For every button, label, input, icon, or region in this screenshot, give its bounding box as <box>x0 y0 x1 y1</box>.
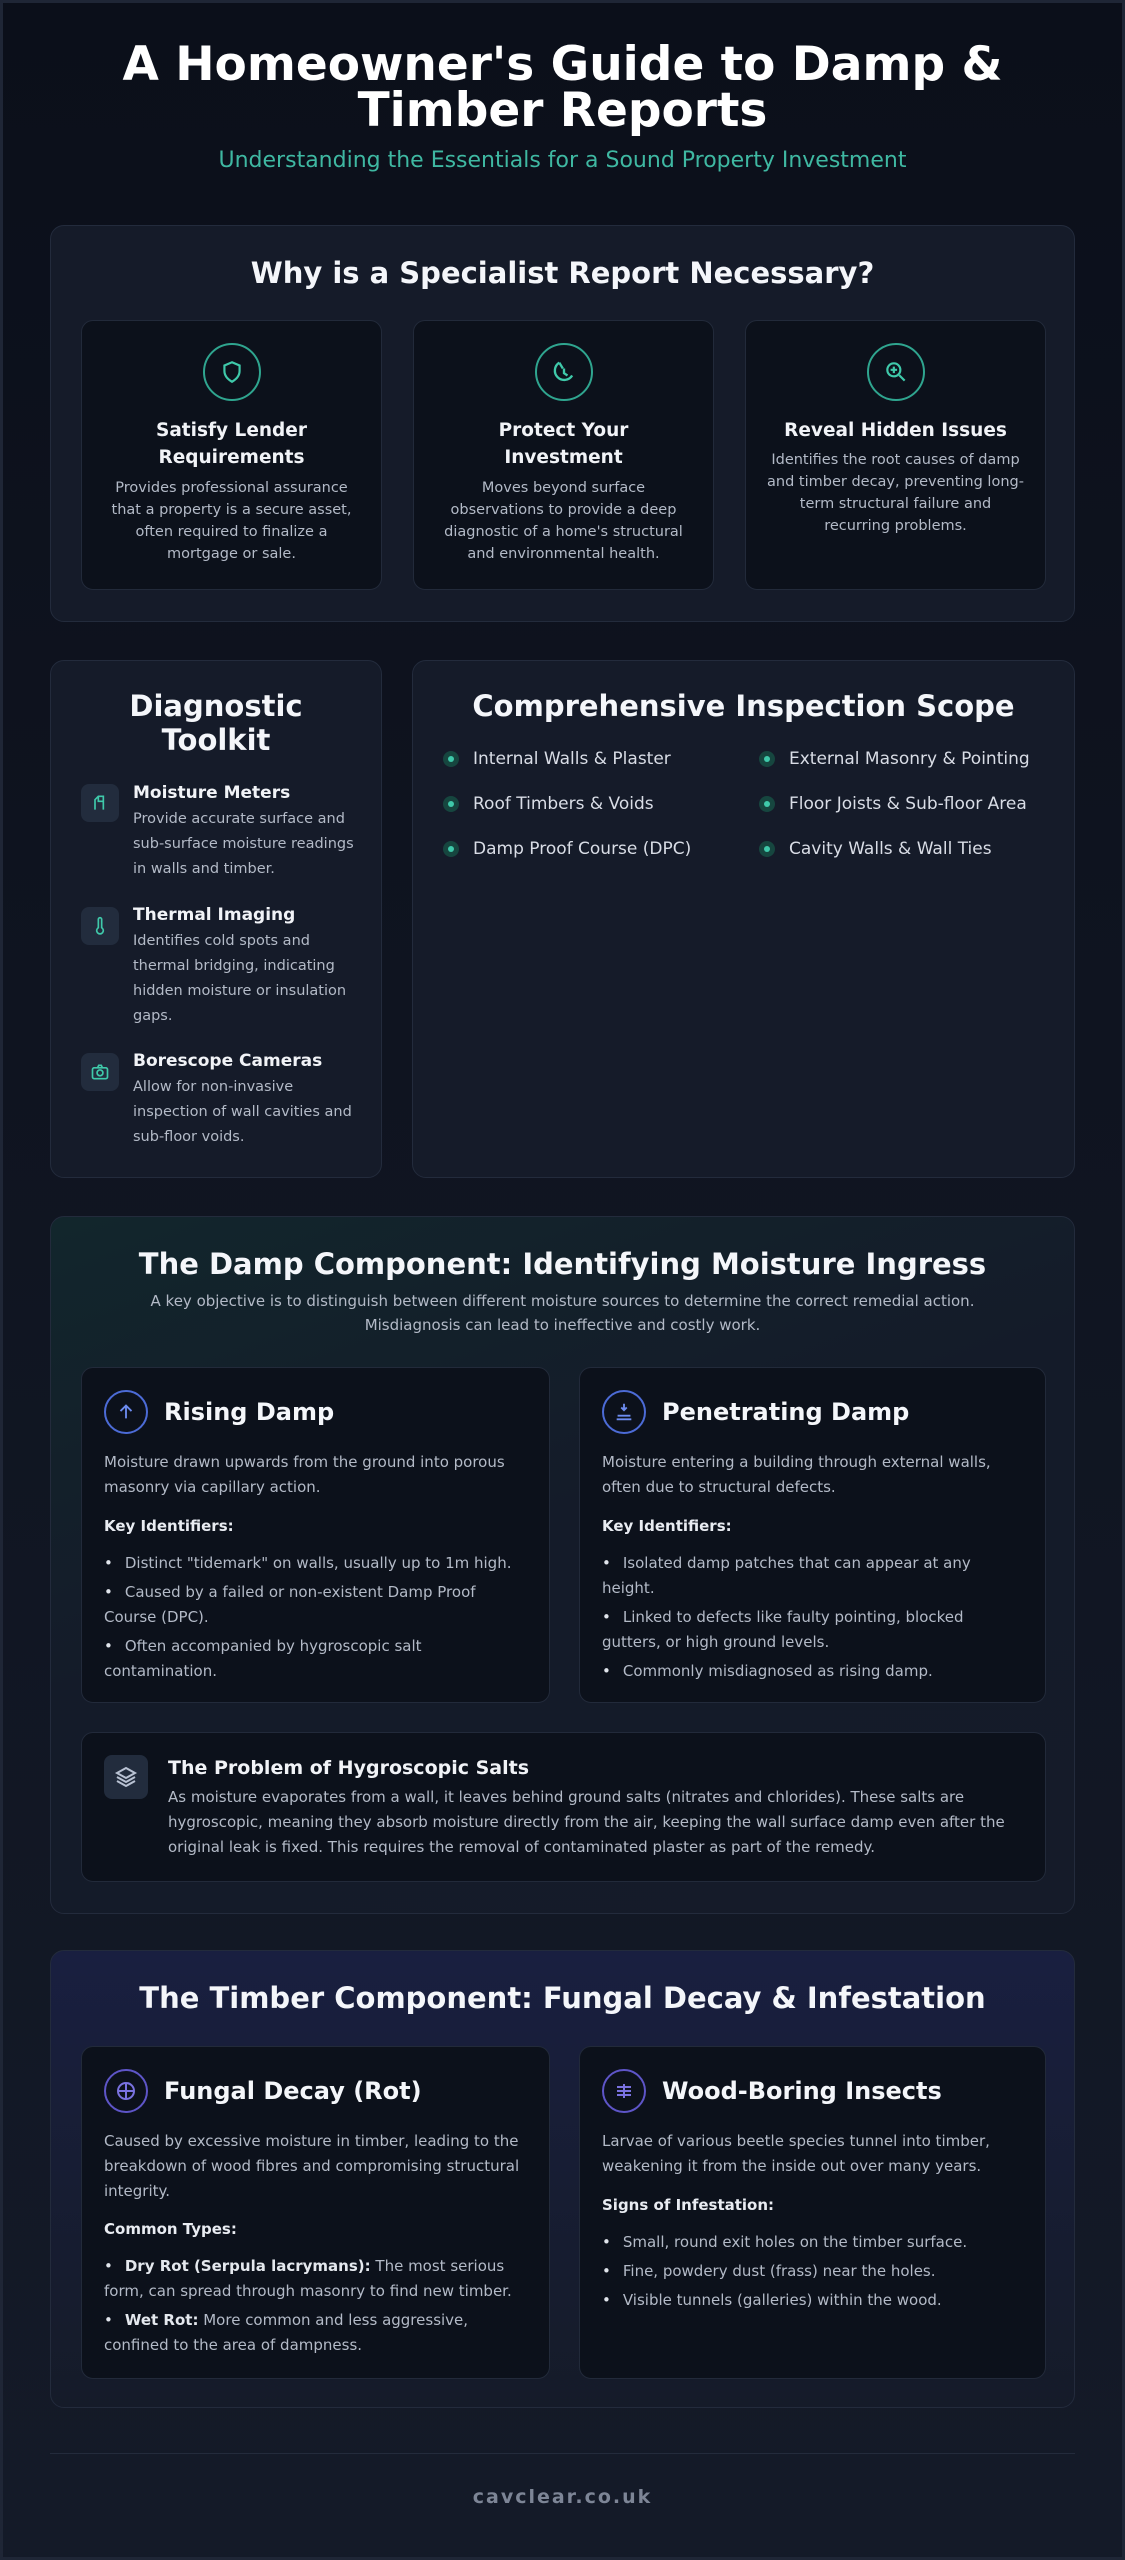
tool-text: Allow for non-invasive inspection of wall cavities and sub-floor voids. <box>133 1079 352 1145</box>
why-card-investment <box>413 320 714 590</box>
layers-icon <box>104 1755 148 1799</box>
scope-item-label: Roof Timbers & Voids <box>473 794 654 814</box>
why-card-title: Reveal Hidden Issues <box>784 420 1007 441</box>
piggy-bank-icon <box>535 343 593 401</box>
list-item: • Commonly misdiagnosed as rising damp. <box>602 1659 1023 1684</box>
scope-item <box>759 749 1030 769</box>
hero <box>0 37 1125 173</box>
list-item: • Small, round exit holes on the timber surface. <box>602 2230 1023 2255</box>
rising-damp-card <box>81 1367 550 1703</box>
fungus-icon <box>104 2069 148 2113</box>
list-item: • Isolated damp patches that can appear at any height. <box>602 1551 1023 1601</box>
damp-section <box>50 1216 1075 1914</box>
scope-item-label: Floor Joists & Sub-floor Area <box>789 794 1027 814</box>
card-list <box>104 1551 527 1688</box>
why-section <box>50 225 1075 622</box>
why-card-title: Satisfy Lender Requirements <box>156 420 307 468</box>
list-item: • Linked to defects like faulty pointing, blocked gutters, or high ground levels. <box>602 1605 1023 1655</box>
card-text: Caused by excessive moisture in timber, leading to the breakdown of wood fibres and compromising structural integrity. <box>104 2132 520 2200</box>
moisture-meter-icon <box>81 784 119 822</box>
list-item: • Distinct "tidemark" on walls, usually up to 1m high. <box>104 1551 527 1576</box>
card-list <box>104 2254 527 2362</box>
wood-boring-card <box>579 2046 1046 2379</box>
list-item-bold: Dry Rot (Serpula lacrymans): <box>124 2257 371 2275</box>
salts-card <box>81 1732 1046 1882</box>
card-key-label: Key Identifiers: <box>104 1517 234 1535</box>
toolkit-section <box>50 660 382 1178</box>
scope-item <box>443 749 671 769</box>
timber-heading: The Timber Component: Fungal Decay & Infestation <box>139 1981 986 2015</box>
thermometer-icon <box>81 907 119 945</box>
why-card-hidden <box>745 320 1046 590</box>
bullet-dot-icon <box>759 796 775 812</box>
footer-divider <box>50 2453 1075 2454</box>
list-item-text: The most serious form, can spread through masonry to find new timber. <box>104 2257 512 2300</box>
page-title-text: A Homeowner's Guide to Damp & Timber Reports <box>122 37 1003 138</box>
footer-site-link[interactable]: cavclear.co.uk <box>472 2486 653 2508</box>
card-text: Moisture drawn upwards from the ground into porous masonry via capillary action. <box>104 1453 505 1496</box>
page-subtitle: Understanding the Essentials for a Sound Property Investment <box>218 148 907 173</box>
card-key-label: Common Types: <box>104 2220 237 2238</box>
tool-title: Moisture Meters <box>133 783 291 803</box>
card-title: Rising Damp <box>164 1398 335 1426</box>
list-item: • Visible tunnels (galleries) within the wood. <box>602 2288 1023 2313</box>
bullet-dot-icon <box>443 841 459 857</box>
scope-section <box>412 660 1075 1178</box>
card-text: Moisture entering a building through external walls, often due to structural defects. <box>602 1453 991 1496</box>
scope-item <box>759 794 1027 814</box>
card-text: As moisture evaporates from a wall, it leaves behind ground salts (nitrates and chlorides). These salts are hygroscopic, meaning they absorb moisture directly from the air, keeping the wall surface damp even after the original leak is fixed. This requires the removal of contaminated plaster as part of the remedy. <box>168 1788 1005 1856</box>
tool-title: Borescope Cameras <box>133 1051 323 1071</box>
why-card-lender <box>81 320 382 590</box>
scope-item <box>443 794 654 814</box>
scope-heading: Comprehensive Inspection Scope <box>472 689 1015 723</box>
shield-icon <box>203 343 261 401</box>
card-title: Fungal Decay (Rot) <box>164 2077 422 2105</box>
list-item <box>104 2254 527 2304</box>
scope-item <box>759 839 992 859</box>
damp-intro: A key objective is to distinguish between different moisture sources to determine the correct remedial action. Misdiagnosis can lead to ineffective and costly work. <box>150 1292 975 1334</box>
list-item-bold: Wet Rot: <box>124 2311 199 2329</box>
scope-item-label: External Masonry & Pointing <box>789 749 1030 769</box>
tool-title: Thermal Imaging <box>133 905 296 925</box>
arrow-up-icon <box>104 1390 148 1434</box>
tool-text: Provide accurate surface and sub-surface moisture readings in walls and timber. <box>133 811 354 877</box>
list-item: • Fine, powdery dust (frass) near the holes. <box>602 2259 1023 2284</box>
bullet-dot-icon <box>759 751 775 767</box>
why-card-text: Provides professional assurance that a property is a secure asset, often required to finalize a mortgage or sale. <box>111 480 352 562</box>
camera-icon <box>81 1053 119 1091</box>
bullet-dot-icon <box>759 841 775 857</box>
fungal-decay-card <box>81 2046 550 2379</box>
card-title: The Problem of Hygroscopic Salts <box>168 1757 530 1779</box>
page-title <box>0 37 1125 138</box>
why-card-title: Protect Your Investment <box>498 420 629 468</box>
card-list <box>602 2230 1023 2317</box>
card-title: Wood-Boring Insects <box>662 2077 942 2105</box>
tool-text: Identifies cold spots and thermal bridging, indicating hidden moisture or insulation gaps. <box>133 933 347 1024</box>
card-list <box>602 1551 1023 1688</box>
card-title: Penetrating Damp <box>662 1398 910 1426</box>
magnify-plus-icon <box>867 343 925 401</box>
bullet-dot-icon <box>443 751 459 767</box>
wall-drip-icon <box>602 1390 646 1434</box>
list-item: • Caused by a failed or non-existent Damp Proof Course (DPC). <box>104 1580 527 1630</box>
list-item <box>104 2308 527 2358</box>
penetrating-damp-card <box>579 1367 1046 1703</box>
card-key-label: Signs of Infestation: <box>602 2196 775 2214</box>
timber-section <box>50 1950 1075 2408</box>
why-card-text: Identifies the root causes of damp and timber decay, preventing long-term structural failure and recurring problems. <box>767 452 1024 534</box>
list-item-text: More common and less aggressive, confined to the area of dampness. <box>104 2311 469 2354</box>
damp-heading: The Damp Component: Identifying Moisture Ingress <box>138 1247 987 1281</box>
scope-item-label: Damp Proof Course (DPC) <box>473 839 692 859</box>
bug-icon <box>602 2069 646 2113</box>
card-text: Larvae of various beetle species tunnel into timber, weakening it from the inside out over many years. <box>602 2132 990 2175</box>
bullet-dot-icon <box>443 796 459 812</box>
card-key-label: Key Identifiers: <box>602 1517 732 1535</box>
toolkit-heading: Diagnostic Toolkit <box>129 689 303 757</box>
why-card-text: Moves beyond surface observations to provide a deep diagnostic of a home's structural and environmental health. <box>444 480 683 562</box>
list-item: • Often accompanied by hygroscopic salt contamination. <box>104 1634 527 1684</box>
why-heading: Why is a Specialist Report Necessary? <box>250 256 875 290</box>
scope-item-label: Cavity Walls & Wall Ties <box>789 839 992 859</box>
scope-item-label: Internal Walls & Plaster <box>473 749 671 769</box>
scope-item <box>443 839 691 859</box>
